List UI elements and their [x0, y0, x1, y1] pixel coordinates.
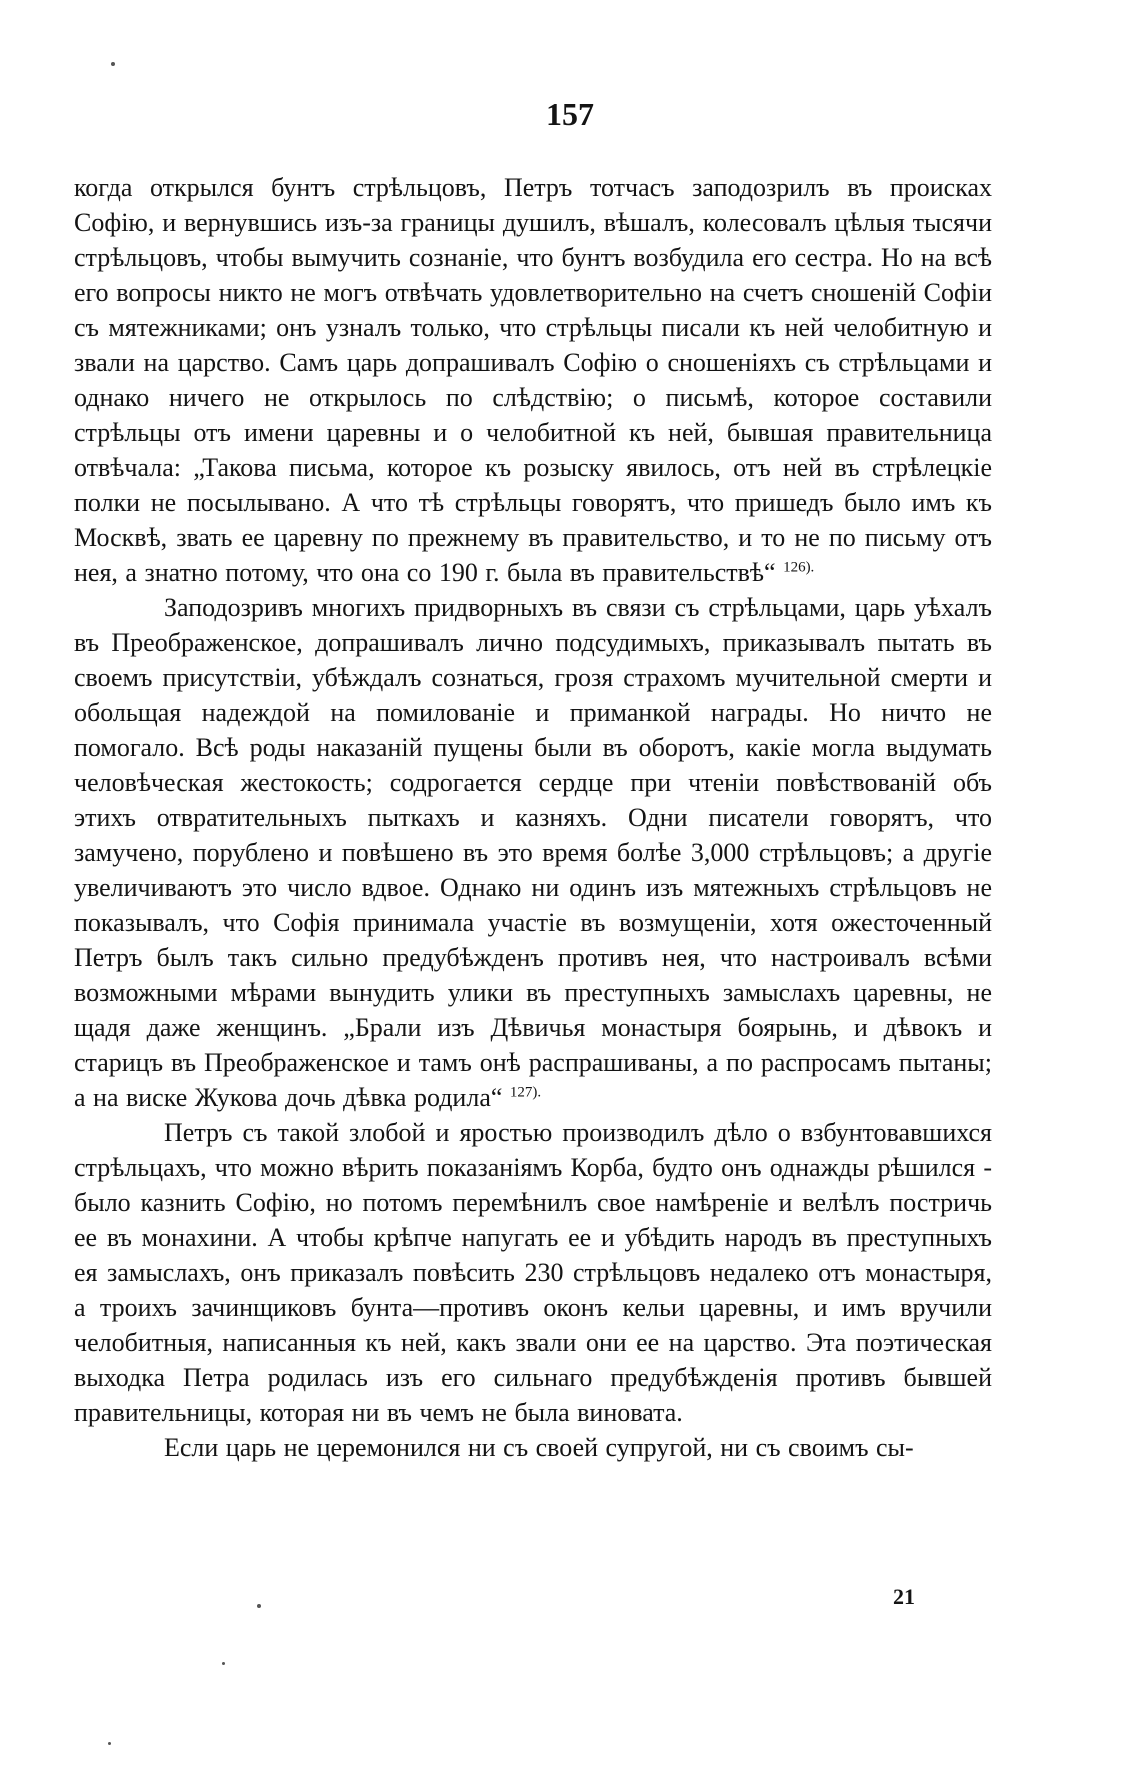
- paragraph-4: [74, 1430, 992, 1465]
- scan-speck: [108, 1742, 111, 1745]
- paragraph-3-text: Петръ съ такой злобой и яростью производилъ дѣло о взбунтовавшихся стрѣльцахъ, что можно вѣрить показаніямъ Корба, будто онъ однажды рѣшился - было казнить Софію, но потомъ перемѣнилъ свое намѣреніе и велѣлъ постричь ее въ монахини. А чтобы крѣпче напугать ее и убѣдить народъ въ преступныхъ ея замыслахъ, онъ приказалъ повѣсить 230 стрѣльцовъ недалеко отъ монастыря, а троихъ зачинщиковъ бунта—противъ оконъ кельи царевны, и имъ вручили челобитныя, написанныя къ ней, какъ звали они ее на царство. Эта поэтическая выходка Петра родилась изъ его сильнаго предубѣжденія противъ бывшей правительницы, которая ни въ чемъ не была виновата.: [74, 1118, 992, 1427]
- paragraph-2-text: Заподозривъ многихъ придворныхъ въ связи съ стрѣльцами, царь уѣхалъ въ Преображенское, допрашивалъ лично подсудимыхъ, приказывалъ пытать въ своемъ присутствіи, убѣждалъ сознаться, грозя страхомъ мучительной смерти и обольщая надеждой на помилованіе и приманкой награды. Но ничто не помогало. Всѣ роды наказаній пущены были въ оборотъ, какіе могла выдумать человѣческая жестокость; содрогается сердце при чтеніи повѣствованій объ этихъ отвратительныхъ пыткахъ и казняхъ. Одни писатели говорятъ, что замучено, порублено и повѣшено въ это время болѣе 3,000 стрѣльцовъ; а другіе увеличиваютъ это число вдвое. Однако ни одинъ изъ мятежныхъ стрѣльцовъ не показывалъ, что Софія принимала участіе въ возмущеніи, хотя ожесточенный Петръ былъ такъ сильно предубѣжденъ противъ нея, что настроивалъ всѣми возможными мѣрами вынудить улики въ преступныхъ замыслахъ царевны, не щадя даже женщинъ. „Брали изъ Дѣвичья монастыря боярынь, и дѣвокъ и старицъ въ Преображенское и тамъ онѣ распрашиваны, а по распросамъ пытаны; а на виске Жукова дочь дѣвка родила“: [74, 593, 992, 1112]
- paragraph-3: [74, 1115, 992, 1430]
- scan-speck: [222, 1662, 225, 1665]
- scan-speck: [257, 1604, 261, 1608]
- paragraph-1: [74, 170, 992, 590]
- body-text: [74, 170, 992, 1465]
- scan-speck: [111, 62, 115, 66]
- footnote-ref-127: 127).: [509, 1084, 542, 1101]
- signature-mark: 21: [893, 1584, 915, 1609]
- footnote-ref-126: 126).: [783, 559, 815, 576]
- paragraph-1-text: когда открылся бунтъ стрѣльцовъ, Петръ тотчасъ заподозрилъ въ происках Софію, и вернувшись изъ-за границы душилъ, вѣшалъ, колесовалъ цѣлыя тысячи стрѣльцовъ, чтобы вымучить сознаніе, что бунтъ возбудила его сестра. Но на всѣ его вопросы никто не могъ отвѣчать удовлетворительно на счетъ сношеній Софіи съ мятежниками; онъ узналъ только, что стрѣльцы писали къ ней челобитную и звали на царство. Самъ царь допрашивалъ Софію о сношеніяхъ съ стрѣльцами и однако ничего не открылось по слѣдствію; о письмѣ, которое составили стрѣльцы отъ имени царевны и о челобитной къ ней, бывшая правительница отвѣчала: „Такова письма, которое къ розыску явилось, отъ ней въ стрѣлецкіе полки не посылывано. А что тѣ стрѣльцы говорятъ, что пришедъ было имъ къ Москвѣ, звать ее царевну по прежнему въ правительство, и то не по письму отъ нея, а знатно потому, что она со 190 г. была въ правительствѣ“: [74, 173, 992, 587]
- paragraph-4-text: Если царь не церемонился ни съ своей супругой, ни съ своимъ сы-: [164, 1433, 914, 1462]
- paragraph-2: [74, 590, 992, 1115]
- page-number: 157: [546, 96, 594, 132]
